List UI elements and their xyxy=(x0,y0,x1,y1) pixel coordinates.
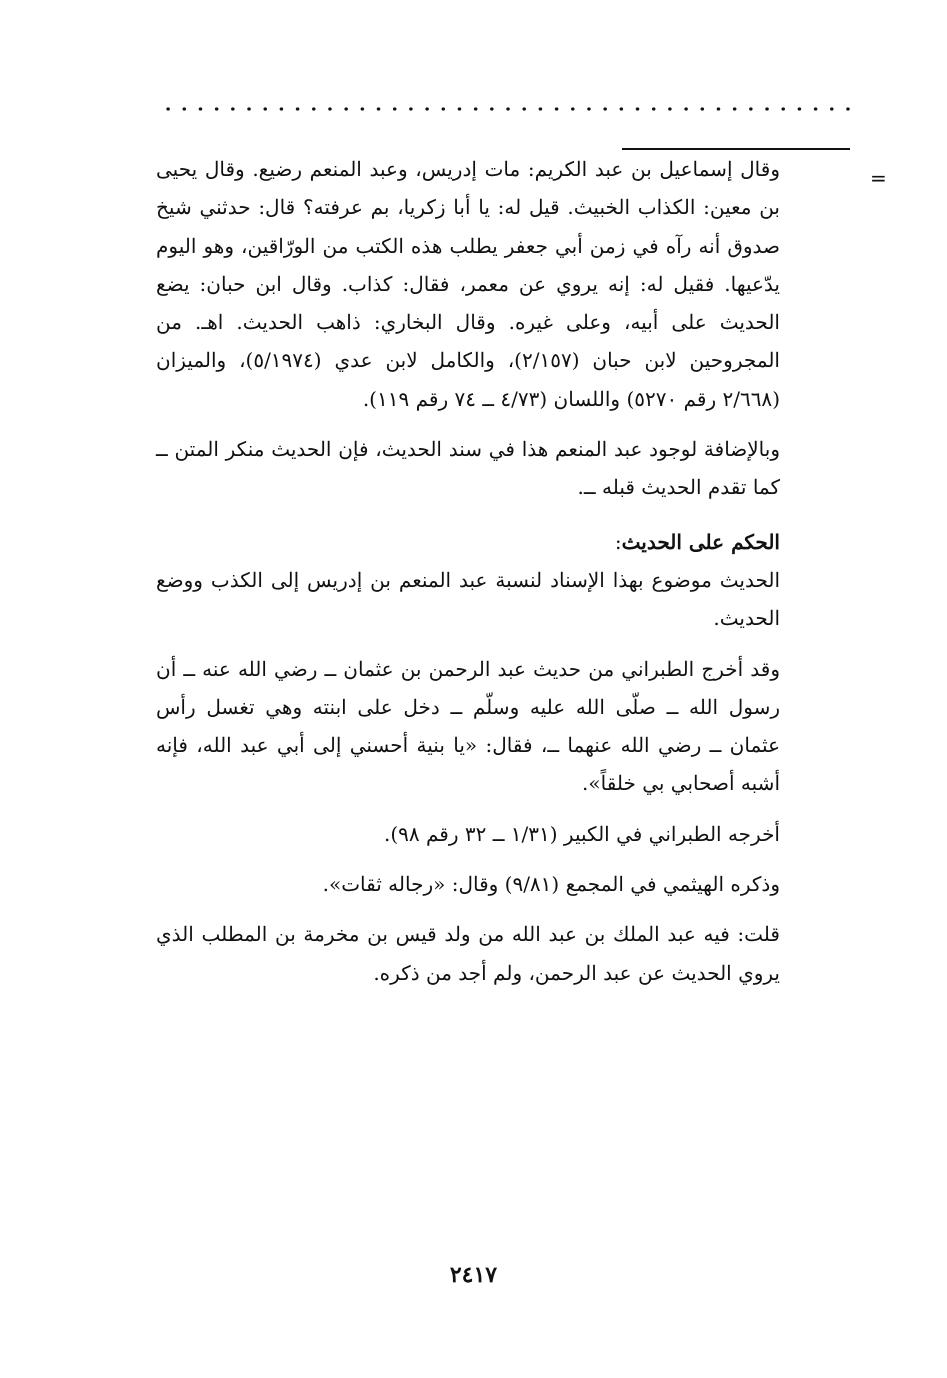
heading-text: الحكم على الحديث xyxy=(621,529,780,554)
page-body xyxy=(156,150,780,992)
heading-colon: : xyxy=(614,529,622,554)
header-dotted-rule xyxy=(160,103,850,115)
page-number: ٢٤١٧ xyxy=(449,1262,498,1288)
paragraph-tabarani-hadith: وقد أخرج الطبراني من حديث عبد الرحمن بن عثمان ــ رضي الله عنه ــ أن رسول الله ــ صلّى الله عليه وسلّم ــ دخل على ابنته وهي تغسل رأس عثمان ــ رضي الله عنهما ــ، فقال: «يا بنية أحسني إلى أبي عبد الله، فإنه أشبه أصحابي بي خلقاً». xyxy=(156,656,780,796)
side-marker: = xyxy=(870,166,887,190)
section-heading xyxy=(156,523,780,561)
paragraph-author-note: قلت: فيه عبد الملك بن عبد الله من ولد قيس بن مخرمة بن المطلب الذي يروي الحديث عن عبد الرحمن، ولم أجد من ذكره. xyxy=(156,922,780,985)
paragraph-haythami: وذكره الهيثمي في المجمع (٩/٨١) وقال: «رجاله ثقات». xyxy=(322,872,780,897)
paragraph-ruling: الحديث موضوع بهذا الإسناد لنسبة عبد المنعم بن إدريس إلى الكذب ووضع الحديث. xyxy=(156,567,780,631)
paragraph-narrators-criticism: وقال إسماعيل بن عبد الكريم: مات إدريس، وعبد المنعم رضيع. وقال يحيى بن معين: الكذاب الخبيث. قيل له: يا أبا زكريا، بم عرفته؟ قال: حدثني شيخ صدوق أنه رآه في زمن أبي جعفر يطلب هذه الكتب من الورّاقين، وهو اليوم يدّعيها. فقيل له: إنه يروي عن معمر، فقال: كذاب. وقال ابن حبان: يضع الحديث على أبيه، وعلى غيره. وقال البخاري: ذاهب الحديث. اهـ. من المجروحين لابن حبان (٢/١٥٧)، والكامل لابن عدي (٥/١٩٧٤)، والميزان (٢/٦٦٨ رقم ٥٢٧٠) واللسان (٤/٧٣ ــ ٧٤ رقم ١١٩). xyxy=(156,157,780,411)
paragraph-matn-note: وبالإضافة لوجود عبد المنعم هذا في سند الحديث، فإن الحديث منكر المتن ــ كما تقدم الحديث قبله ــ. xyxy=(156,437,780,500)
paragraph-takhrij-kabir: أخرجه الطبراني في الكبير (١/٣١ ــ ٣٢ رقم ٩٨). xyxy=(383,821,780,846)
